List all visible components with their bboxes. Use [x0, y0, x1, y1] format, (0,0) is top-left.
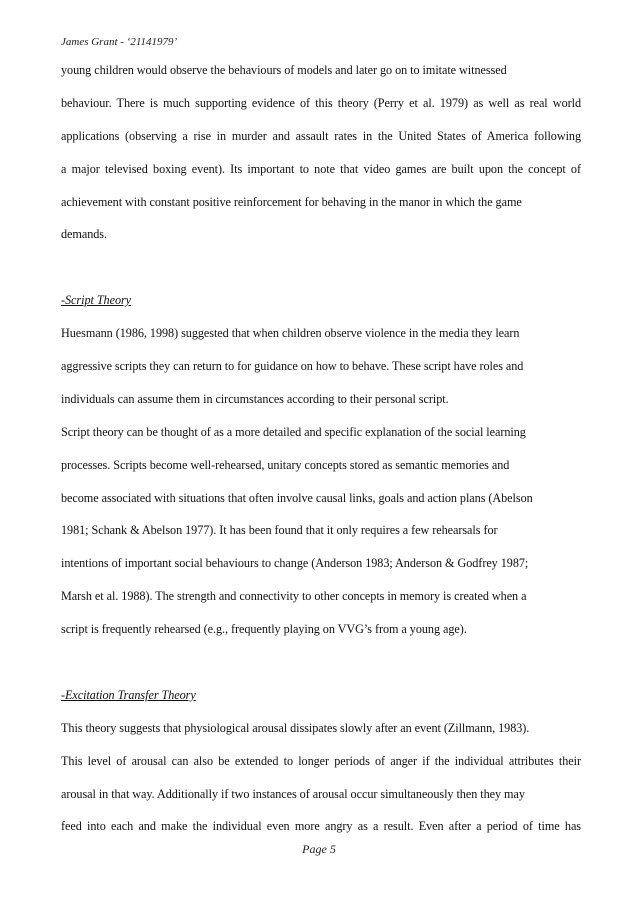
body-line: arousal in that way. Additionally if two instances of arousal occur simultaneously then they may	[61, 786, 525, 801]
body-line: feed into each and make the individual even more angry as a result. Even after a period of time has	[61, 819, 581, 834]
body-line: 1981; Schank & Abelson 1977). It has been found that it only requires a few rehearsals for	[61, 523, 498, 538]
body-line: young children would observe the behaviours of models and later go on to imitate witnessed	[61, 63, 507, 77]
blank-line	[61, 652, 581, 685]
body-line: intentions of important social behaviours to change (Anderson 1983; Anderson & Godfrey 1987;	[61, 556, 529, 571]
body-line: Huesmann (1986, 1998) suggested that when children observe violence in the media they learn	[61, 326, 520, 341]
body-line: behaviour. There is much supporting evidence of this theory (Perry et al. 1979) as well as real world	[61, 95, 581, 110]
page-number: Page 5	[302, 842, 336, 856]
body-line: This theory suggests that physiological arousal dissipates slowly after an event (Zillmann, 1983).	[61, 720, 530, 735]
body-line: individuals can assume them in circumstances according to their personal script.	[61, 391, 449, 406]
body-line: Marsh et al. 1988). The strength and connectivity to other concepts in memory is created when a	[61, 589, 527, 604]
body-line: achievement with constant positive reinforcement for behaving in the manor in which the game	[61, 194, 522, 209]
blank-line	[61, 257, 581, 290]
body-line: processes. Scripts become well-rehearsed, unitary concepts stored as semantic memories and	[61, 457, 510, 472]
page-header: James Grant - ‘21141979’	[61, 36, 178, 48]
body-line: This level of arousal can also be extended to longer periods of anger if the individual attributes their	[61, 753, 581, 768]
body-line: applications (observing a rise in murder and assault rates in the United States of America following	[61, 128, 581, 143]
document-body	[61, 60, 581, 849]
body-line: demands.	[61, 227, 107, 242]
body-line: a major televised boxing event). Its important to note that video games are built upon the concept of	[61, 161, 581, 176]
body-line: aggressive scripts they can return to for guidance on how to behave. These script have roles and	[61, 359, 524, 374]
section-heading-script-theory: -Script Theory	[61, 293, 132, 308]
body-line: become associated with situations that often involve causal links, goals and action plans (Abelson	[61, 490, 533, 505]
body-line: Script theory can be thought of as a more detailed and specific explanation of the social learning	[61, 424, 526, 439]
section-heading-excitation-transfer-theory: -Excitation Transfer Theory	[61, 687, 196, 702]
body-line: script is frequently rehearsed (e.g., frequently playing on VVG’s from a young age).	[61, 622, 467, 637]
